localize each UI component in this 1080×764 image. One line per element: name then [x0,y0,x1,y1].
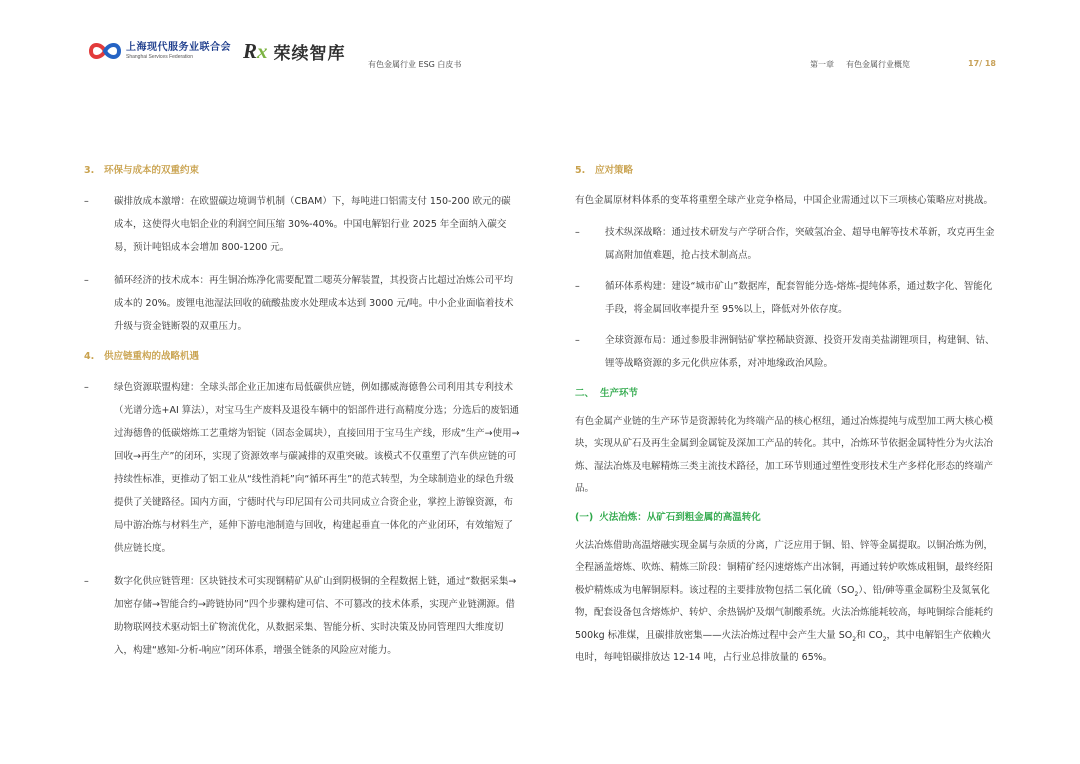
ssf-emblem-icon [88,40,122,62]
list-item: – 碳排放成本激增：在欧盟碳边境调节机制（CBAM）下，每吨进口铝需支付 150-200 欧元的碳成本，这使得火电铝企业的利润空间压缩 30%-40%。中国电解铝行业 2025 年全面纳入碳交易，预计吨铝成本会增加 800-1200 元。 [84,196,511,253]
ssf-logo [88,40,231,62]
rongxu-mark-icon: Rx [243,39,268,63]
ssf-name-cn: 上海现代服务业联合会 [126,41,231,53]
section-heading: 4. 供应链重构的战略机遇 [84,351,200,362]
ssf-name-en: Shanghai Services Federation [126,53,193,60]
list-item: – 循环经济的技术成本：再生铜冶炼净化需要配置二噁英分解装置，其投资占比超过冶炼公司平均成本的 20%。废锂电池湿法回收的硫酸盐废水处理成本达到 3000 元/吨。中小企业面临着技术升级与资金链断裂的双重压力。 [84,275,514,332]
section-heading: 3. 环保与成本的双重约束 [84,165,200,176]
list-item: – 全球资源布局：通过参股非洲铜钴矿掌控稀缺资源、投资开发南美盐湖锂项目，构建铜、钴、锂等战略资源的多元化供应体系，对冲地缘政治风险。 [575,334,995,369]
section-heading: 5. 应对策略 [575,165,634,176]
document-title: 有色金属行业 ESG 白皮书 [368,60,462,69]
page-number: 17/ 18 [968,59,996,68]
chapter-title: 有色金属行业概览 [846,60,910,69]
page-header [0,0,1080,90]
list-item: – 绿色资源联盟构建：全球头部企业正加速布局低碳供应链，例如挪威海德鲁公司利用其专利技术（光谱分选+AI 算法），对宝马生产废料及退役车辆中的铝部件进行高精度分选；分选后的废铝通过海德鲁的低碳熔炼工艺重熔为铝锭（固态金属块），直接回用于宝马生产线，形成“生产→使用→回收→再生产”的闭环，实现了资源效率与碳减排的双重突破。该模式不仅重塑了汽车供应链的可持续性标准，更推动了铝工业从“线性消耗”向“循环再生”的范式转型，为全球制造业的绿色升级提供了关键路径。国内方面，宁德时代与印尼国有公司共同成立合资企业，掌控上游镍资源，布局中游冶炼与材料生产，延伸下游电池制造与回收，构建起垂直一体化的产业闭环，有效缩短了供应链长度。 [84,382,520,554]
paragraph: 火法冶炼借助高温熔融实现金属与杂质的分离，广泛应用于铜、铅、锌等金属提取。以铜冶炼为例，全程涵盖熔炼、吹炼、精炼三阶段：铜精矿经闪速熔炼产出冰铜，再通过转炉吹炼成粗铜，最终经阳极炉精炼成为电解铜原料。该过程的主要排放物包括二氧化硫$(SO_2)$、铅/砷等重金属粉尘及氮氧化物，配套设备包含熔炼炉、转炉、余热锅炉及烟气制酸系统。火法冶炼能耗较高，每吨铜综合能耗约 500kg 标准煤，且碳排放密集——火法冶炼过程中会产生大量 $SO_2$和 $CO_2$，其中电解铝生产依赖火电时，每吨铝碳排放达 12-14 吨，占行业总排放量的 65%。 [575,539,994,663]
chapter-label [810,59,910,70]
list-item: – 循环体系构建：建设“城市矿山”数据库，配套智能分选-熔炼-提纯体系，通过数字化、智能化手段，将金属回收率提升至 95%以上，降低对外依存度。 [575,280,993,315]
rongxu-logo [243,39,346,64]
paragraph: 有色金属产业链的生产环节是资源转化为终端产品的核心枢纽，通过冶炼提纯与成型加工两大核心模块，实现从矿石及再生金属到金属锭及深加工产品的转化。其中，冶炼环节依据金属特性分为火法冶炼、湿法冶炼及电解精炼三类主流技术路径，加工环节则通过塑性变形技术生产多样化形态的终端产品。 [575,415,994,494]
rongxu-name: 荣续智库 [273,44,346,64]
list-item: – 技术纵深战略：通过技术研发与产学研合作，突破氢冶金、超导电解等技术革新，攻克再生金属高附加值难题，抢占技术制高点。 [575,226,995,261]
left-column [84,158,520,662]
chapter-number: 第一章 [810,60,834,69]
chapter-section-heading: 二、 生产环节 [575,387,639,399]
list-item: – 数字化供应链管理：区块链技术可实现钢精矿从矿山到阴极铜的全程数据上链，通过“数据采集→加密存储→智能合约→跨链协同”四个步骤构建可信、不可篡改的技术体系，实现产业链溯源。借助物联网技术驱动铝土矿物流优化，从数据采集、智能分析、实时决策及协同管理四大维度切入，构建“感知-分析-响应”闭环体系，增强全链条的风险应对能力。 [84,576,517,656]
right-column [575,158,1000,670]
subsection-heading: (一) 火法冶炼：从矿石到粗金属的高温转化 [575,511,761,523]
paragraph: 有色金属原材料体系的变革将重塑全球产业竞争格局，中国企业需通过以下三项核心策略应对挑战。 [575,195,994,206]
